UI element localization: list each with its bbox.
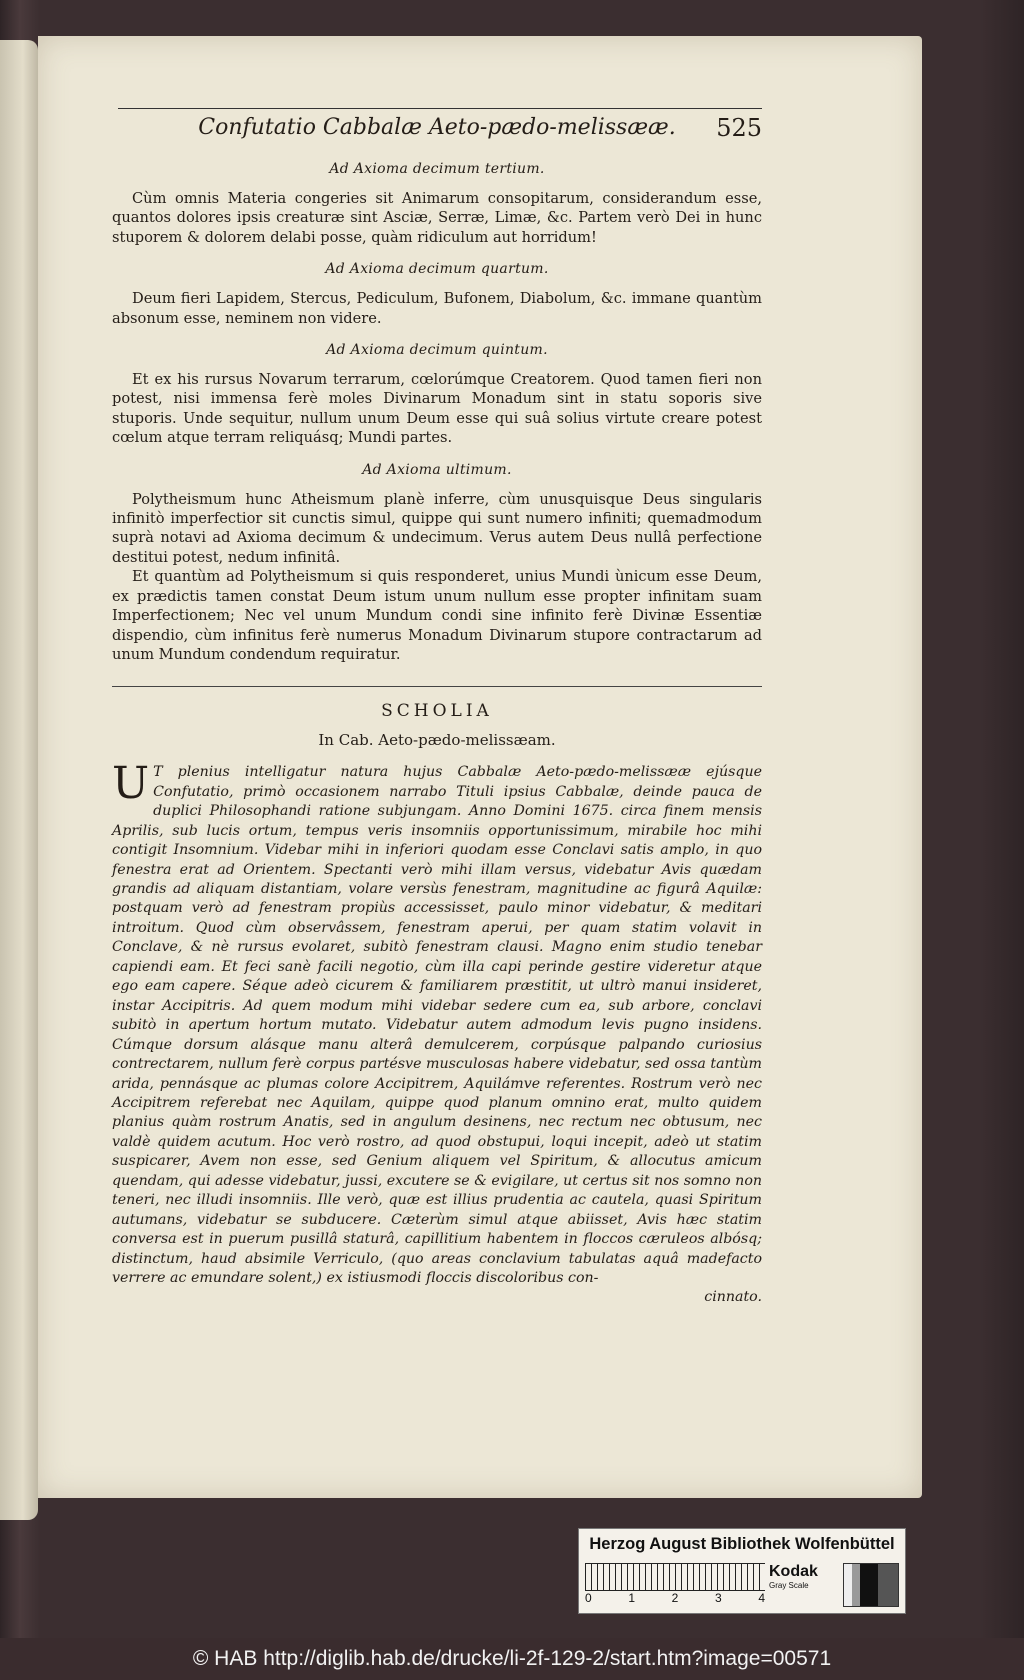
scholia-text: T plenius intelligatur natura hujus Cabbalæ Aeto-pædo-melissææ ejúsque Confutatio, primò occasionem narrabo Tituli ipsius Cabbalæ, deinde pauca de duplici Philosophandi ratione subjungam. Anno Domini 1675. circa finem mensis Aprilis, sub lucis ortum, tempus veris insomniis opportunissimum, mirabile hoc mihi contigit Insomnium. Videbar mihi in inferiori quodam esse Conclavi satis amplo, in quo fenestra erat ad Orientem. Spectanti verò mihi illam versus, videbatur Avis quædam grandis ad aliquam distantiam, volare versùs fenestram, magnitudine ac figurâ Aquilæ: postquam verò ad fenestram propiùs accessisset, paulo minor videbatur, & meditari introitum. Quod cùm observâssem, fenestram aperui, per quam statim volavit in Conclave, & nè rursus evolaret, subitò fenestram clausi. Magno enim studio tenebar capiendi eam. Et feci sanè facili negotio, cùm illa capi perinde gestire videretur atque ego eam capere. Séque adeò cicurem & familiarem præstitit, ut ultrò manui insideret, instar Accipitris. Ad quem modum mihi videbar sedere cum ea, sub arbore, conclavi subitò in apertum hortum mutato. Videbatur autem admodum levis pugno insidens. Cúmque dorsum alásque manu alterâ demulcerem, corpúsque palpando curiosius contrectarem, nullum ferè corpus partésve musculosas habere videbatur, sed ossa tantùm arida, pennásque ac plumas colore Accipitrem, Aquilámve referentes. Rostrum verò nec Accipitrem referebat nec Aquilam, quippe quod planum omnino erat, multo quidem planius quàm rostrum Anatis, sed in angulum desinens, nec rectum nec obtusum, nec valdè quidem acutum. Hoc verò rostro, ad quod obstupui, loqui incepit, adeò ut statim suspicarer, Avem non esse, sed Genium aliquem vel Spiritum, & allocutus amicum quendam, qui adesse videbatur, jussi, excutere se & evigilare, ut certus sit nos somno non teneri, nec illudi insomniis. Ille verò, quæ est illius prudentia ac cautela, quasi Spiritum autumans, videbatur se subducere. Cæterùm simul atque abiisset, Avis hæc statim conversa est in puerum pusillâ staturâ, capillitium habentem in floccos cæruleos albósq; distinctum, haud absimile Verriculo, (quo areas conclavium tabulatas aquâ madefacto verrere ac emundare solent,) ex istiusmodi floccis discoloribus con- <box>112 764 762 1287</box>
axiom-paragraph: Cùm omnis Materia congeries sit Animarum consopitarum, considerandum esse, quantos dolores ipsis creaturæ sint Asciæ, Serræ, Limæ, &c. Partem verò Dei in hunc stuporem & dolorem delabi posse, quàm ridiculum aut horridum! <box>112 190 762 246</box>
axiom-paragraph: Et quantùm ad Polytheismum si quis responderet, unius Mundi ùnicum esse Deum, ex prædictis tamen constat Deum istum unum nullum esse propter infinitam suam Imperfectionem; Nec vel unum Mundum condi sine infinito ferè Divinæ Essentiæ dispendio, cùm infinitus ferè numerus Monadum Divinarum stupore contractarum ad unum Mundum condendum requiratur. <box>112 568 762 663</box>
kodak-brand <box>769 1563 841 1590</box>
axiom-section-13 <box>112 161 762 247</box>
page-number: 525 <box>716 114 762 142</box>
axiom-heading: Ad Axioma decimum tertium. <box>329 161 545 177</box>
axiom-paragraph: Polytheismum hunc Atheismum planè inferre, cùm unusquisque Deus singularis infinitò imperfectior sit cunctis simul, quippe qui sunt numero infiniti; quemadmodum suprà notavi ad Axioma decimum & undecimum. Verus autem Deus nullâ perfectione destitui potest, nedum infinitâ. <box>112 490 762 566</box>
scholia-title: SCHOLIA <box>381 701 493 722</box>
axiom-section-ultimum <box>112 462 762 665</box>
ruler-number: 1 <box>628 1591 636 1605</box>
scholia-subtitle: In Cab. Aeto-pædo-melissæam. <box>318 731 556 750</box>
kodak-logo-text: Kodak <box>769 1563 818 1580</box>
ruler-number: 2 <box>671 1591 679 1605</box>
axiom-paragraph: Deum fieri Lapidem, Stercus, Pediculum, Bufonem, Diabolum, &c. immane quantùm absonum esse, neminem non videre. <box>112 290 762 327</box>
page-content <box>112 108 762 1305</box>
drop-capital: U <box>112 758 150 810</box>
color-calibration-card <box>578 1528 906 1614</box>
ruler-number: 0 <box>585 1591 592 1605</box>
running-head <box>112 109 762 147</box>
axiom-heading: Ad Axioma decimum quartum. <box>325 261 549 278</box>
section-divider <box>112 686 762 687</box>
ruler-number: 4 <box>758 1591 765 1605</box>
gray-swatch <box>843 1563 899 1607</box>
axiom-section-14 <box>112 261 762 328</box>
copyright-footer: © HAB http://diglib.hab.de/drucke/li-2f-129-2/start.htm?image=00571 <box>0 1638 1024 1680</box>
scholia-body <box>112 758 762 1288</box>
institution-label: Herzog August Bibliothek Wolfenbüttel <box>589 1535 895 1553</box>
axiom-section-15 <box>112 342 762 448</box>
scholia-section <box>112 701 762 1304</box>
axiom-heading: Ad Axioma ultimum. <box>362 461 512 478</box>
ruler-numbers <box>585 1591 765 1605</box>
gray-scale-label: Gray Scale <box>769 1581 809 1590</box>
ruler-number: 3 <box>714 1591 722 1605</box>
catchword: cinnato. <box>704 1288 762 1305</box>
facing-page-edge <box>0 40 38 1520</box>
ruler-scale <box>585 1563 765 1591</box>
book-page <box>38 36 922 1498</box>
axiom-heading: Ad Axioma decimum quintum. <box>326 342 548 359</box>
axiom-paragraph: Et ex his rursus Novarum terrarum, cœlorúmque Creatorem. Quod tamen fieri non potest, nisi immensa ferè moles Divinarum Monadum sint in statu soporis sive stuporis. Unde sequitur, nullum unum Deum esse qui suâ solius virtute creare potest cœlum atque terram reliquásq; Mundi partes. <box>112 371 762 447</box>
running-head-title: Confutatio Cabbalæ Aeto-pædo-melissææ. <box>198 115 676 140</box>
